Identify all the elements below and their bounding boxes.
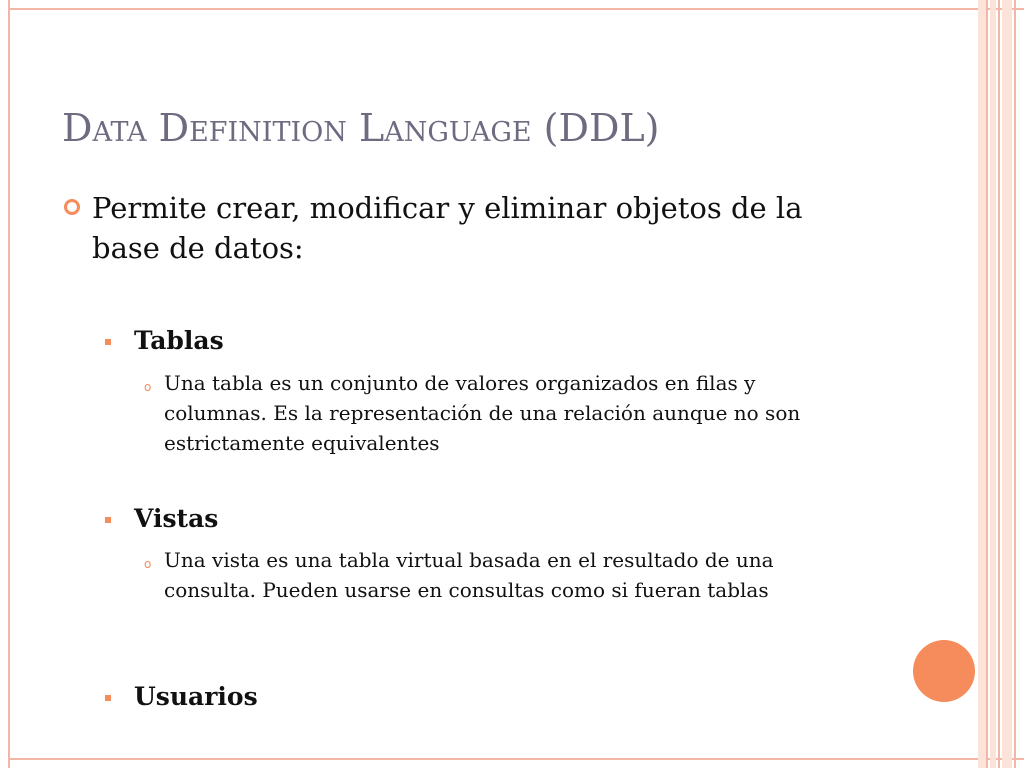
- decorative-stripe: [978, 0, 986, 768]
- small-circle-bullet-icon: o: [144, 557, 152, 571]
- decorative-stripe: [998, 0, 1000, 768]
- ring-bullet-icon: [64, 199, 80, 215]
- small-circle-bullet-icon: o: [144, 380, 152, 394]
- sub-item-vistas: Vistas: [134, 504, 219, 533]
- square-bullet-icon: [105, 339, 111, 345]
- frame-left-line: [8, 0, 10, 768]
- decorative-stripe: [1002, 0, 1012, 768]
- sub-item-vistas-description: Una vista es una tabla virtual basada en el resultado de una consulta. Pueden usarse en consultas como si fueran tablas: [164, 548, 774, 602]
- sub-item-usuarios: Usuarios: [134, 682, 258, 711]
- sub-item-tablas-description: Una tabla es un conjunto de valores organizados en filas y columnas. Es la representación de una relación aunque no son estrictamente equivalentes: [164, 371, 801, 455]
- main-bullet-text: Permite crear, modificar y eliminar objetos de la base de datos:: [92, 191, 803, 265]
- decorative-stripe: [1014, 0, 1016, 768]
- frame-bottom-line: [8, 758, 1024, 760]
- frame-top-line: [8, 8, 1024, 10]
- slide-title: Data Definition Language (DDL): [62, 106, 660, 150]
- sub-item-tablas: Tablas: [134, 326, 224, 355]
- square-bullet-icon: [105, 517, 111, 523]
- square-bullet-icon: [105, 695, 111, 701]
- decorative-stripe: [986, 0, 988, 768]
- decorative-circle: [913, 640, 975, 702]
- decorative-stripe: [990, 0, 996, 768]
